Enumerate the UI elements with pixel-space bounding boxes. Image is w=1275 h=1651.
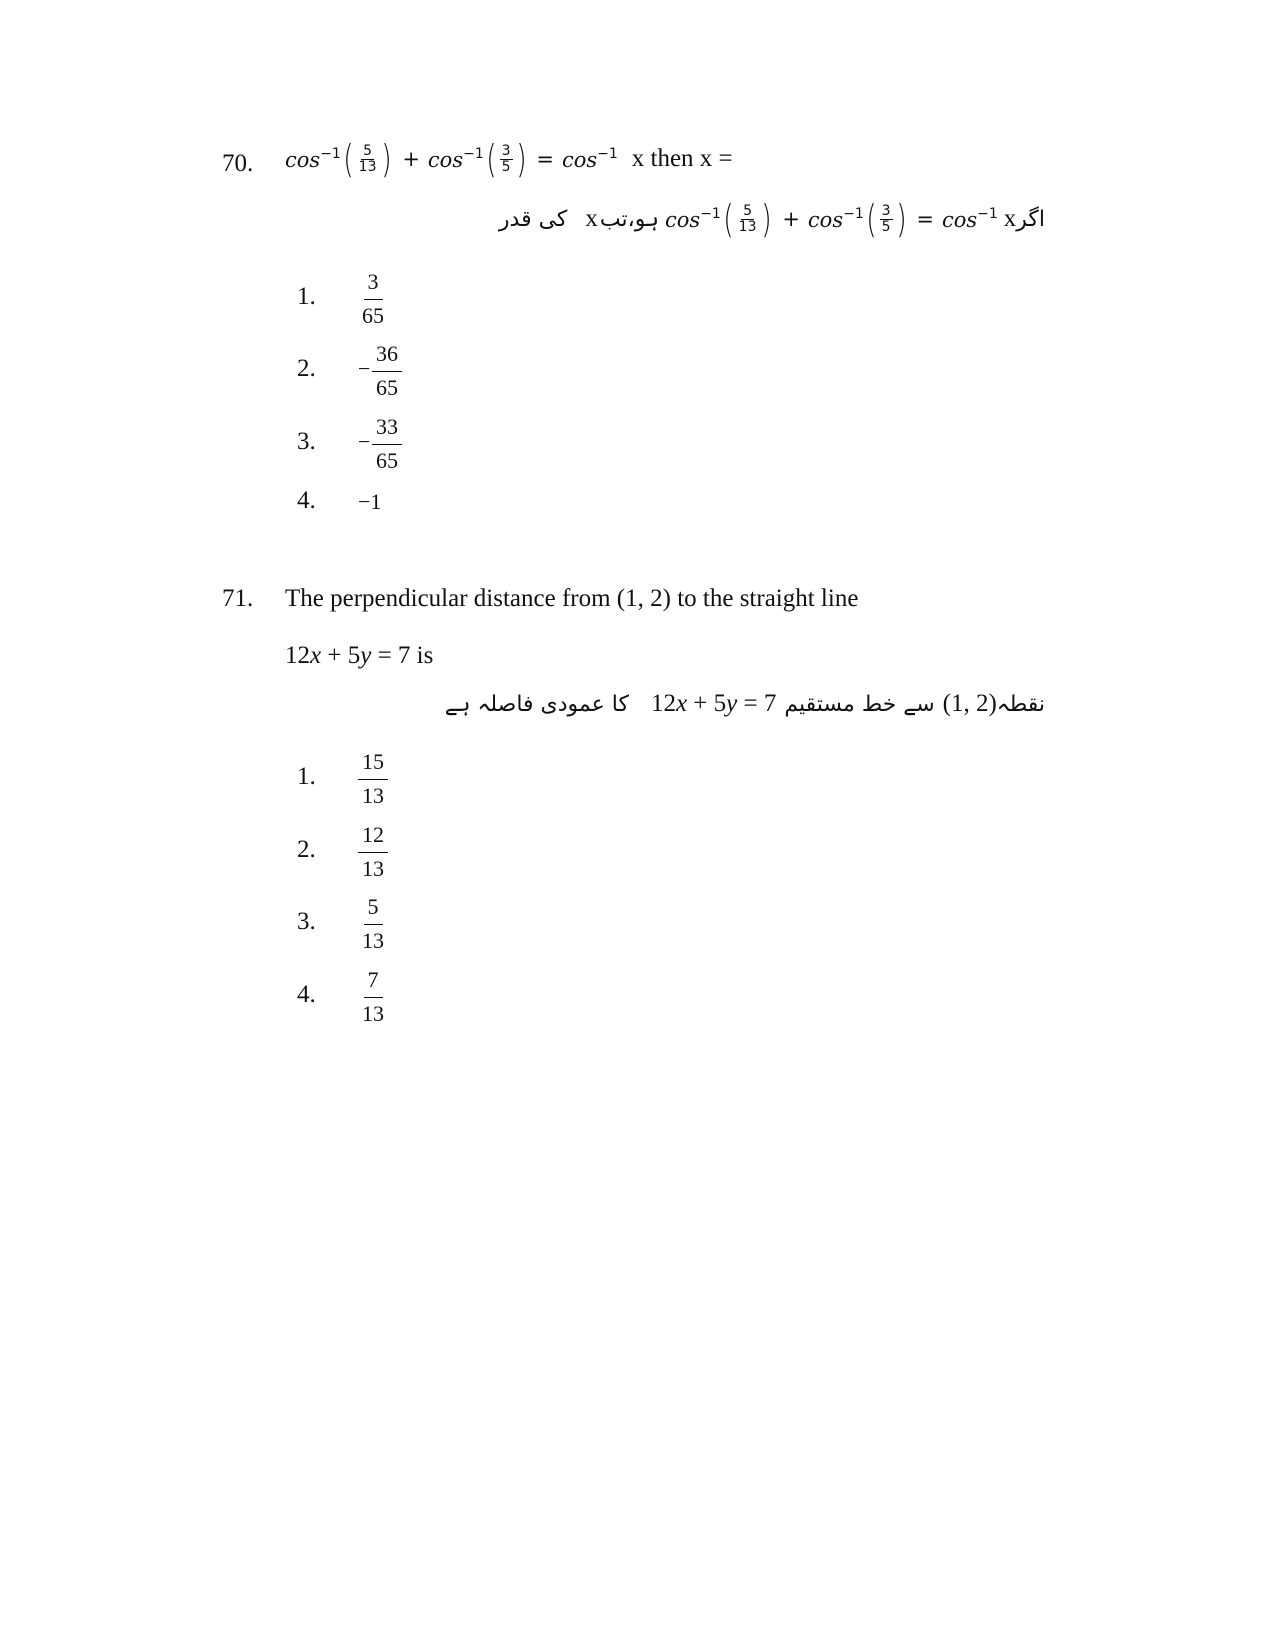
cos-term-2: $\cos^{-1}$ (427, 146, 484, 172)
question-71-text-line-2: 12 x + 5 y = 7 is (285, 642, 434, 669)
option-fraction: $\frac{33}{65}$ (372, 413, 402, 475)
question-71-number: 71. (222, 585, 254, 612)
question-71-text-line-1: The perpendicular distance from (1, 2) to the straight line (285, 585, 859, 612)
question-71-urdu: کا عمودی فاصلہ ہے 12x + 5y = 7 سے خط مستقیم (1, 2) نقطہ (444, 690, 1045, 717)
exam-page: 70. $\cos^{-1}$ ( $\frac{5}{13}$ ) + $\cos^{-1}$ ( $\frac{3}{5}$ ) = $\cos^{-1}$ x then x = کی قدر x ہو،تب $\cos^{-1}$ ( $\frac{5}{13}$ ) + $\cos^{-1}$ ( $\frac{3}{5}$ ) = $\cos^{-1}$ x اگر 1. $\frac{3}{65}$ 2. − $\frac{36}{65}$ 3. − $\frac{33}{65}$ 4. −1 71. The perpendicular distance from (1, 2) to the straight line 12 x + 5 y = 7 is کا عمودی فاصلہ ہے 12x + 5y = 7 سے خط مستقیم (1, 2) نقطہ 1. $\frac{15}{13}$ 2. $\frac{12}{13}$ 3. $\frac{5}{13}$ 4. $\frac{7}{13}$ (0, 0, 1275, 1651)
cos-term-1: $\cos^{-1}$ (285, 146, 341, 172)
cos-term-3: $\cos^{-1}$ (561, 146, 618, 172)
option-fraction: $\frac{15}{13}$ (358, 748, 388, 810)
option-fraction: $\frac{7}{13}$ (362, 967, 384, 1026)
fraction-5-13: $\frac{5}{13}$ (358, 142, 377, 175)
question-70-number: 70. (222, 150, 254, 177)
fraction-3-5: $\frac{3}{5}$ (501, 142, 511, 175)
option-fraction: $\frac{3}{65}$ (362, 269, 384, 328)
option-fraction: $\frac{12}{13}$ (358, 821, 388, 883)
question-70-tail: x then x = (631, 145, 733, 172)
question-70-expression: $\cos^{-1}$ ( $\frac{5}{13}$ ) + $\cos^{-1}$ ( $\frac{3}{5}$ ) = $\cos^{-1}$ x then x = (285, 137, 733, 181)
option-fraction: $\frac{36}{65}$ (372, 340, 402, 402)
option-fraction: $\frac{5}{13}$ (362, 894, 384, 953)
question-70-urdu: کی قدر x ہو،تب $\cos^{-1}$ ( $\frac{5}{13}$ ) + $\cos^{-1}$ ( $\frac{3}{5}$ ) = $\cos^{-1}$ x اگر (498, 197, 1045, 241)
